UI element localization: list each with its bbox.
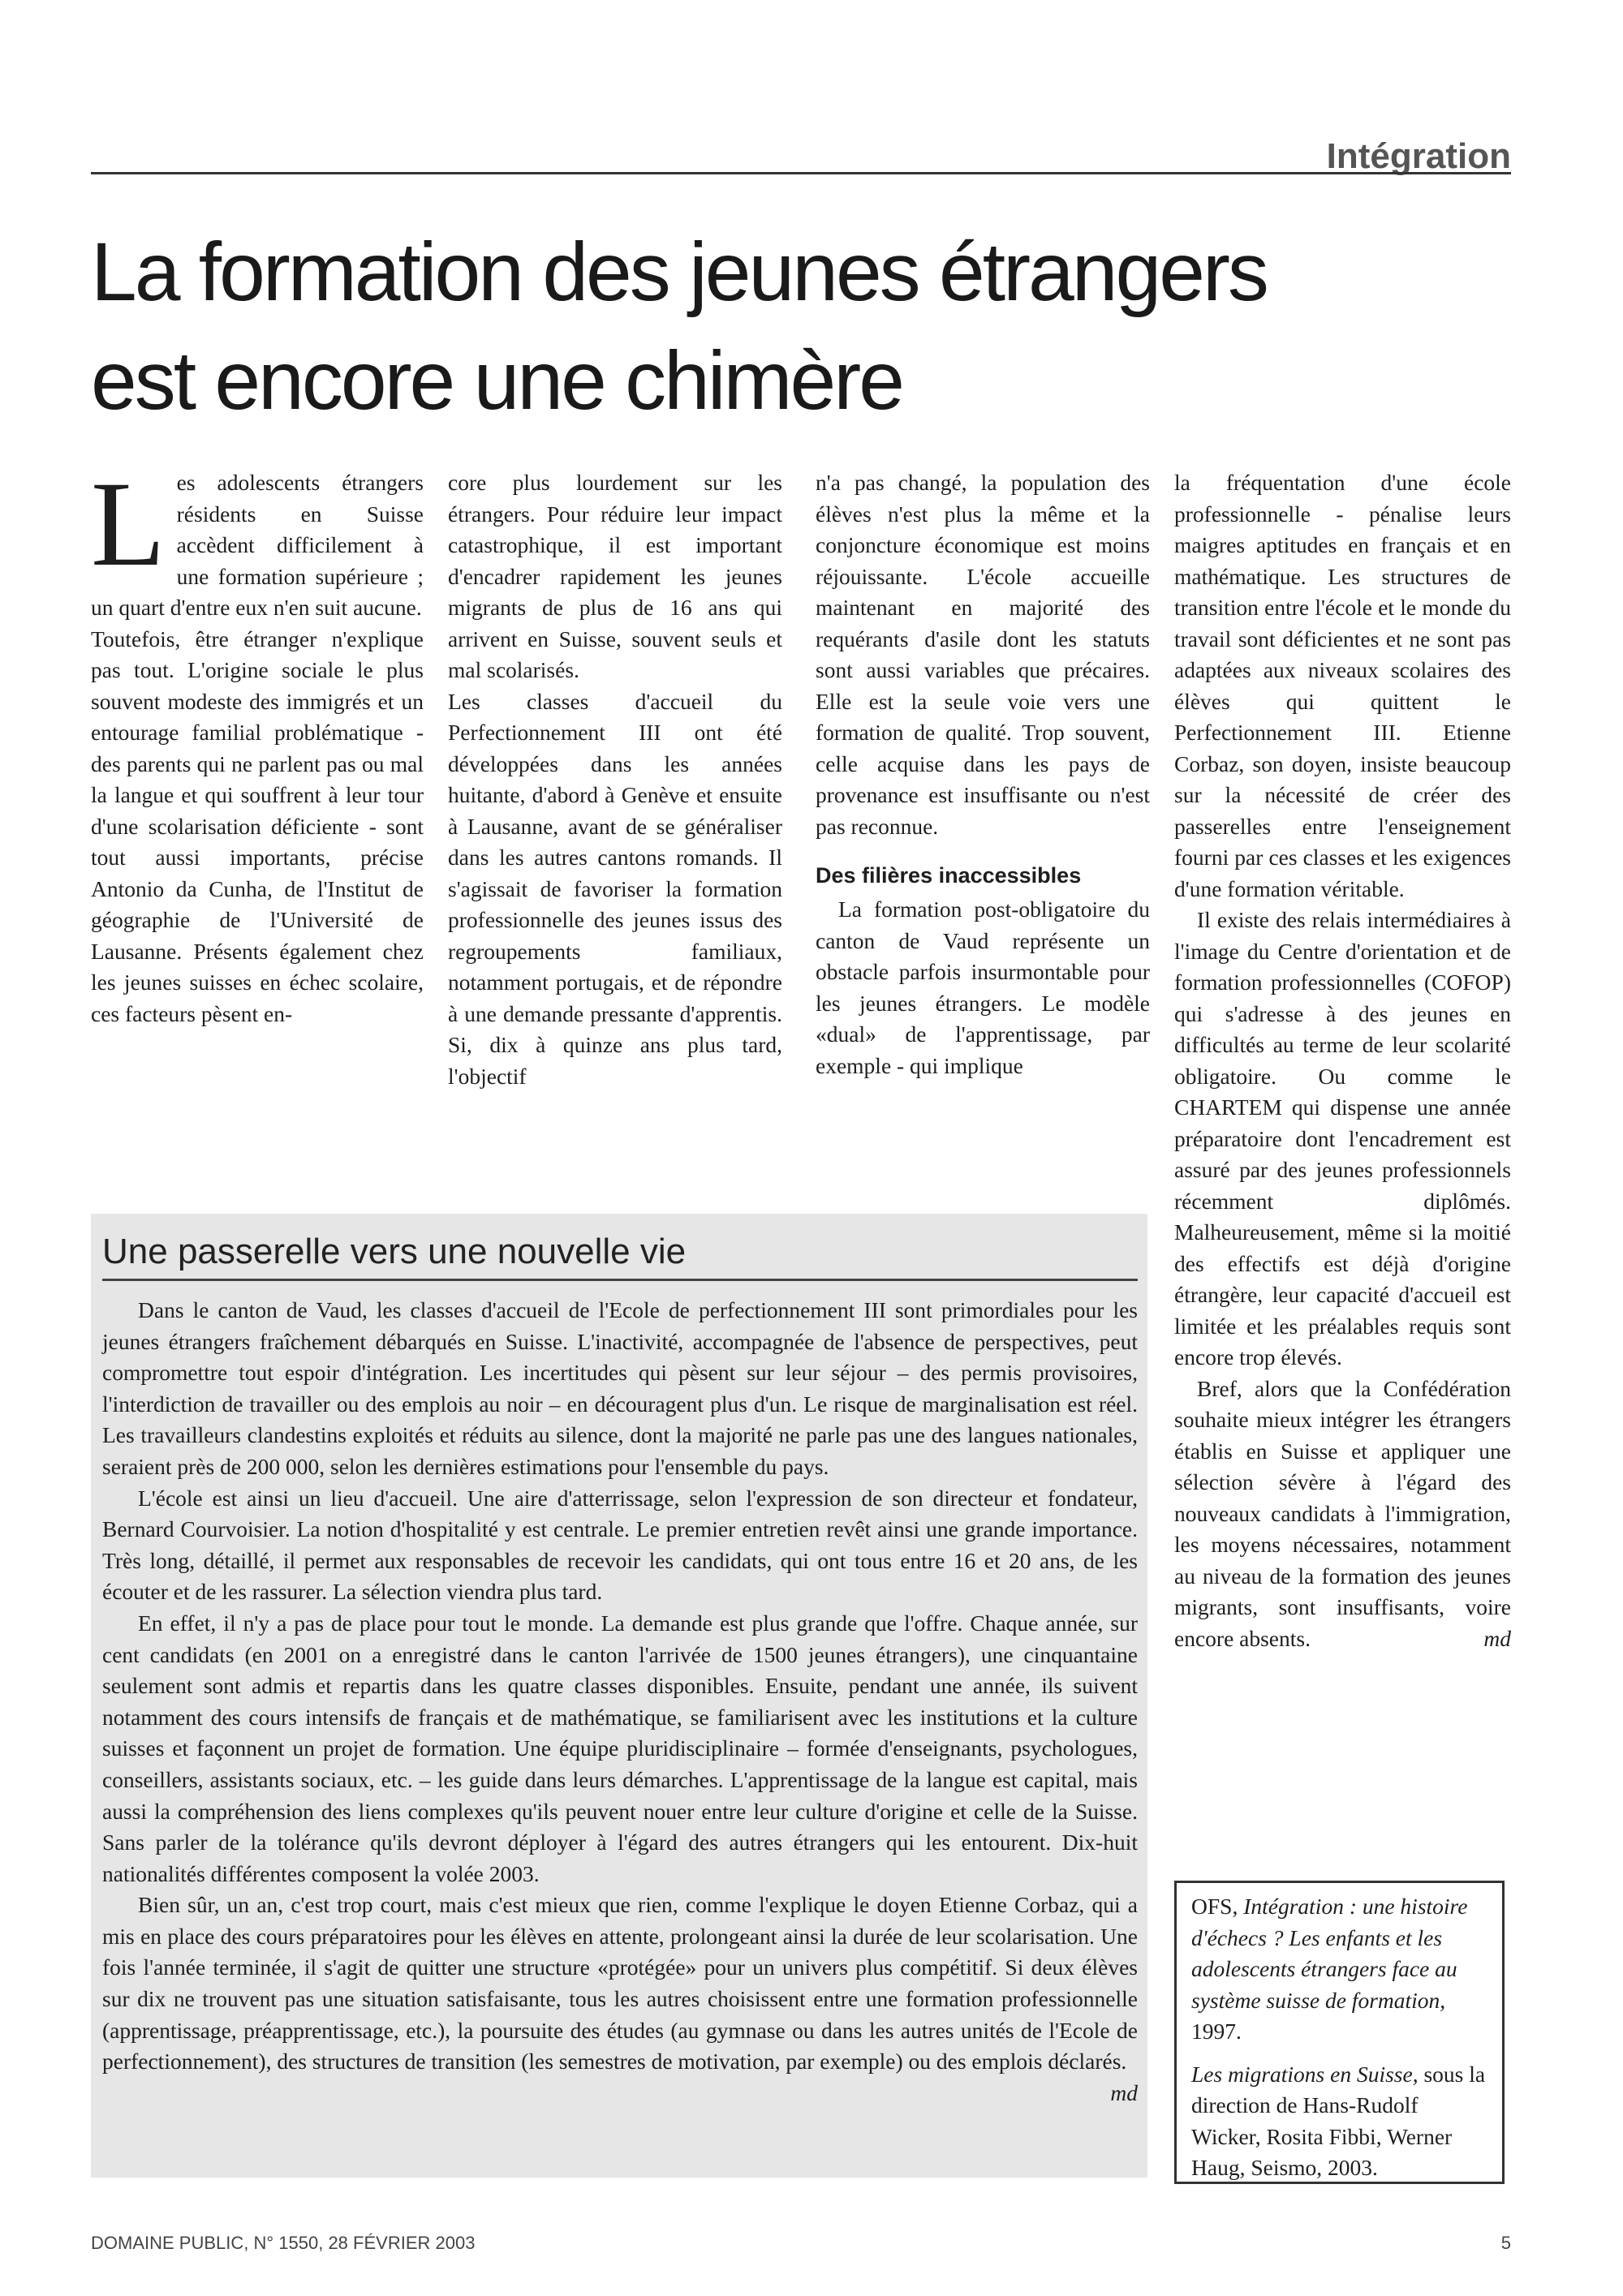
sidebar-box	[91, 1214, 1147, 2178]
header-rule	[91, 172, 1511, 174]
article-paragraph: La formation post-obligatoire du canton de Vaud représente un obstacle parfois insurmontable pour les jeunes étrangers. Le modèle «dual» de l'apprentissage, par exemple - qui implique	[816, 896, 1150, 1078]
article-column-1	[91, 457, 424, 1181]
sidebar-paragraph: Dans le canton de Vaud, les classes d'accueil de l'Ecole de perfectionnement III sont primordiales pour les jeunes étrangers fraîchement débarqués en Suisse. L'inactivité, accompagnée de l'absence de perspectives, peut compromettre tout espoir d'intégration. Les incertitudes qui pèsent sur leur séjour – des permis provisoires, l'interdiction de travailler ou des emplois au noir – en découragent plus d'un. Le risque de marginalisation est réel. Les travailleurs clandestins exploités et réduits au silence, dont la majorité ne parle pas une des langues nationales, seraient près de 200 000, selon les dernières estimations pour l'ensemble du pays.	[102, 1297, 1138, 1479]
drop-cap: L	[91, 457, 166, 591]
article-column-4	[1174, 467, 1511, 1863]
article-paragraph: Toutefois, être étranger n'explique pas tout. L'origine sociale le plus souvent modeste des immigrés et un entourage familial problématique - des parents qui ne parlent pas ou mal la langue et qui souffrent à leur tour d'une scolarisation déficiente - sont tout aussi importants, précise Antonio da Cunha, de l'Institut de géographie de l'Université de Lausanne. Présents également chez les jeunes suisses en échec scolaire, ces facteurs pèsent en-	[91, 626, 424, 1026]
reference-entry	[1191, 1891, 1487, 2048]
sidebar-paragraph: L'école est ainsi un lieu d'accueil. Une aire d'atterrissage, selon l'expression de son directeur et fondateur, Bernard Courvoisier. La notion d'hospitalité y est centrale. Le premier entretien revêt ainsi une grande importance. Très long, détaillé, il permet aux responsables de recevoir les candidats, qui ont tous entre 16 et 20 ans, de les écouter et de les rassurer. La sélection viendra plus tard.	[102, 1485, 1138, 1605]
sidebar-box-body	[102, 1295, 1138, 2109]
reference-details: sous la direction de Hans-Rudolf Wicker, Rosita Fibbi, Werner Haug, Seismo, 2003.	[1191, 2061, 1486, 2180]
article-column-2	[448, 467, 782, 1181]
article-paragraph: la fréquentation d'une école professionnelle - pénalise leurs maigres aptitudes en français et en mathématique. Les structures de transition entre l'école et le monde du travail sont déficientes et ne sont pas adaptées aux niveaux scolaires des élèves qui quittent le Perfectionnement III. Etienne Corbaz, son doyen, insiste beaucoup sur la nécessité de créer des passerelles entre l'enseignement fourni par ces classes et les exigences d'une formation véritable.	[1174, 470, 1511, 901]
footer-page-number: 5	[1500, 2233, 1511, 2253]
section-label: Intégration	[1326, 136, 1511, 176]
headline-line-1: La formation des jeunes étrangers	[91, 226, 1267, 318]
article-paragraph: Il existe des relais intermédiaires à l'image du Centre d'orientation et de formation professionnelles (COFOP) qui s'adresse à des jeunes en difficultés au terme de leur scolarité obligatoire. Ou comme le CHARTEM qui dispense une année préparatoire dont l'encadrement est assuré par des jeunes professionnels récemment diplômés. Malheureusement, même si la moitié des effectifs est déjà d'origine étrangère, leur capacité d'accueil est limitée et les préalables requis sont encore trop élevés.	[1174, 907, 1511, 1369]
sidebar-paragraph: En effet, il n'y a pas de place pour tout le monde. La demande est plus grande que l'offre. Chaque année, sur cent candidats (en 2001 on a enregistré dans le canton l'arrivée de 1500 jeunes étrangers), une cinquantaine seulement sont admis et repartis dans les quatre classes disponibles. Ensuite, pendant une année, ils suivent notamment des cours intensifs de français et de mathématique, se familiarisent avec les institutions et la culture suisses et façonnent un projet de formation. Une équipe pluridisciplinaire – formée d'enseignants, psychologues, conseillers, assistants sociaux, etc. – les guide dans leurs démarches. L'apprentissage de la langue est capital, mais aussi la compréhension des liens complexes qu'ils peuvent nouer entre leur culture d'origine et celle de la Suisse. Sans parler de la tolérance qu'ils devront déployer à l'égard des autres étrangers qui les entourent. Dix-huit nationalités différentes composent la volée 2003.	[102, 1610, 1138, 1886]
reference-entry	[1191, 2059, 1487, 2184]
author-signature: md	[1483, 1625, 1511, 1651]
references-box	[1174, 1881, 1505, 2184]
paragraph-text: es adolescents étrangers résidents en Suisse accèdent difficilement à une formation supérieure ; un quart d'entre eux n'en suit aucune.	[91, 470, 424, 620]
sidebar-box-title: Une passerelle vers une nouvelle vie	[102, 1230, 1138, 1281]
reference-author: OFS,	[1191, 1894, 1238, 1919]
reference-title: Les migrations en Suisse,	[1191, 2061, 1419, 2087]
reference-year: 1997.	[1191, 2019, 1242, 2044]
sidebar-signature: md	[1110, 2079, 1138, 2105]
paragraph-text: Bref, alors que la Confédération souhaite mieux intégrer les étrangers établis en Suisse et appliquer une sélection sévère à l'égard des nouveaux candidats à l'immigration, les moyens nécessaires, notamment au niveau de la formation des jeunes migrants, sont insuffisants, voire encore absents.	[1174, 1375, 1511, 1651]
article-column-3	[816, 467, 1150, 1181]
article-paragraph	[1174, 1374, 1511, 1655]
sidebar-paragraph	[102, 1890, 1138, 2105]
article-subheading: Des filières inaccessibles	[816, 863, 1082, 888]
article-paragraph: core plus lourdement sur les étrangers. Pour réduire leur impact catastrophique, il est important d'encadrer rapidement les jeunes migrants de plus de 16 ans qui arrivent en Suisse, souvent seuls et mal scolarisés.	[448, 470, 782, 682]
article-paragraph: n'a pas changé, la population des élèves n'est plus la même et la conjoncture économique est moins réjouissante. L'école accueille maintenant en majorité des requérants d'asile dont les statuts sont aussi variables que précaires. Elle est la seule voie vers une formation de qualité. Trop souvent, celle acquise dans les pays de provenance est insuffisante ou n'est pas reconnue.	[816, 470, 1150, 839]
article-paragraph	[91, 457, 424, 624]
article-headline	[91, 217, 1519, 435]
headline-line-2: est encore une chimère	[91, 334, 902, 427]
footer-publication: DOMAINE PUBLIC, N° 1550, 28 FÉVRIER 2003	[91, 2233, 476, 2253]
reference-title: Intégration : une histoire d'échecs ? Les enfants et les adolescents étrangers face au système suisse de formation,	[1191, 1894, 1468, 2013]
article-paragraph: Les classes d'accueil du Perfectionnement III ont été développées dans les années huitante, d'abord à Genève et ensuite à Lausanne, avant de se généraliser dans les autres cantons romands. Il s'agissait de favoriser la formation professionnelle des jeunes issus des regroupements familiaux, notamment portugais, et de répondre à une demande pressante d'apprentis. Si, dix à quinze ans plus tard, l'objectif	[448, 688, 782, 1089]
paragraph-text: Bien sûr, un an, c'est trop court, mais c'est mieux que rien, comme l'explique le doyen Etienne Corbaz, qui a mis en place des cours préparatoires pour les élèves en attente, prolongeant ainsi la durée de leur scolarisation. Une fois l'année terminée, il s'agit de quitter une structure «protégée» pour un univers plus compétitif. Si deux élèves sur dix ne trouvent pas une situation satisfaisante, tous les autres choisissent entre une formation professionnelle (apprentissage, préapprentissage, etc.), la poursuite des études (au gymnase ou dans les autres unités de l'Ecole de perfectionnement), des structures de transition (les semestres de motivation, par exemple) ou des emplois déclarés.	[102, 1892, 1138, 2075]
